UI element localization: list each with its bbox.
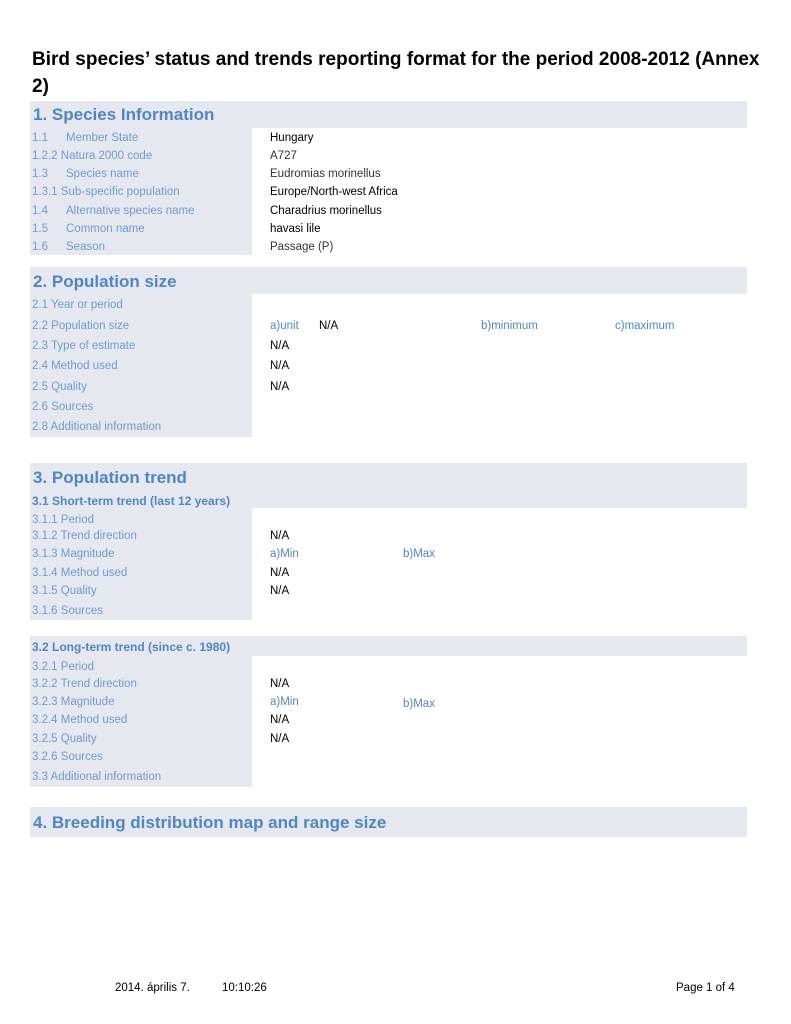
row-alt-species-value: Charadrius morinellus <box>270 205 382 217</box>
row-species-name-value: Eudromias morinellus <box>270 168 381 180</box>
long-direction-value: N/A <box>270 678 290 690</box>
estimate-type-value: N/A <box>270 340 290 352</box>
footer-date: 2014. április 7. <box>115 982 190 994</box>
long-max-label: b)Max <box>403 698 435 710</box>
row-natura-code-value: A727 <box>270 150 297 162</box>
section-1-title: 1. Species Information <box>33 105 215 124</box>
quality-label: 2.5 Quality <box>32 381 87 393</box>
row-species-name-label: 1.3 Species name <box>32 168 139 180</box>
long-method-label: 3.2.4 Method used <box>32 714 128 726</box>
row-subspecific-value: Europe/North-west Africa <box>270 186 398 198</box>
short-method-label: 3.1.4 Method used <box>32 567 128 579</box>
short-quality-label: 3.1.5 Quality <box>32 585 97 597</box>
short-min-label: a)Min <box>270 548 299 560</box>
short-term-heading: 3.1 Short-term trend (last 12 years) <box>32 494 231 508</box>
row-season-value: Passage (P) <box>270 241 334 253</box>
long-magnitude-label: 3.2.3 Magnitude <box>32 696 115 708</box>
footer-page-number: Page 1 of 4 <box>676 982 735 994</box>
short-period-label: 3.1.1 Period <box>32 514 95 526</box>
row-natura-code-label: 1.2.2 Natura 2000 code <box>32 150 153 162</box>
estimate-type-label: 2.3 Type of estimate <box>32 340 136 352</box>
row-common-name-value: havasi lile <box>270 223 321 235</box>
unit-label: a)unit <box>270 320 299 332</box>
long-method-value: N/A <box>270 714 290 726</box>
short-max-label: b)Max <box>403 548 435 560</box>
population-size-label: 2.2 Population size <box>32 320 130 332</box>
long-term-heading: 3.2 Long-term trend (since c. 1980) <box>32 640 231 654</box>
additional-info-label: 2.8 Additional information <box>32 421 162 433</box>
footer-time: 10:10:26 <box>222 982 267 994</box>
long-quality-label: 3.2.5 Quality <box>32 733 97 745</box>
maximum-label: c)maximum <box>615 320 675 332</box>
section-1-header <box>30 101 747 128</box>
row-season-label: 1.6 Season <box>32 241 106 253</box>
method-used-value: N/A <box>270 360 290 372</box>
short-method-value: N/A <box>270 567 290 579</box>
long-sources-label: 3.2.6 Sources <box>32 751 103 763</box>
short-direction-label: 3.1.2 Trend direction <box>32 530 137 542</box>
sources-label: 2.6 Sources <box>32 401 94 413</box>
section-3-title: 3. Population trend <box>33 468 187 487</box>
section-4-header <box>30 807 747 837</box>
minimum-label: b)minimum <box>481 320 538 332</box>
short-magnitude-label: 3.1.3 Magnitude <box>32 548 115 560</box>
section-2-title: 2. Population size <box>33 272 177 291</box>
short-quality-value: N/A <box>270 585 290 597</box>
row-subspecific-label: 1.3.1 Sub-specific population <box>32 186 180 198</box>
unit-value: N/A <box>319 320 339 332</box>
long-period-label: 3.2.1 Period <box>32 661 95 673</box>
method-used-label: 2.4 Method used <box>32 360 118 372</box>
row-alt-species-label: 1.4 Alternative species name <box>32 205 195 217</box>
section-4-title: 4. Breeding distribution map and range size <box>33 813 387 832</box>
row-common-name-label: 1.5 Common name <box>32 223 145 235</box>
short-direction-value: N/A <box>270 530 290 542</box>
trend-additional-info-label: 3.3 Additional information <box>32 771 162 783</box>
section-2-header <box>30 267 747 294</box>
year-period-label: 2.1 Year or period <box>32 299 123 311</box>
quality-value: N/A <box>270 381 290 393</box>
long-term-header <box>30 636 747 656</box>
long-quality-value: N/A <box>270 733 290 745</box>
long-min-label: a)Min <box>270 696 299 708</box>
section-3-header <box>30 463 747 508</box>
long-direction-label: 3.2.2 Trend direction <box>32 678 137 690</box>
row-member-state-label: 1.1 Member State <box>32 132 139 144</box>
short-sources-label: 3.1.6 Sources <box>32 605 103 617</box>
row-member-state-value: Hungary <box>270 132 314 144</box>
document-title: Bird species’ status and trends reporting format for the period 2008-2012 (Annex 2) <box>32 49 760 97</box>
